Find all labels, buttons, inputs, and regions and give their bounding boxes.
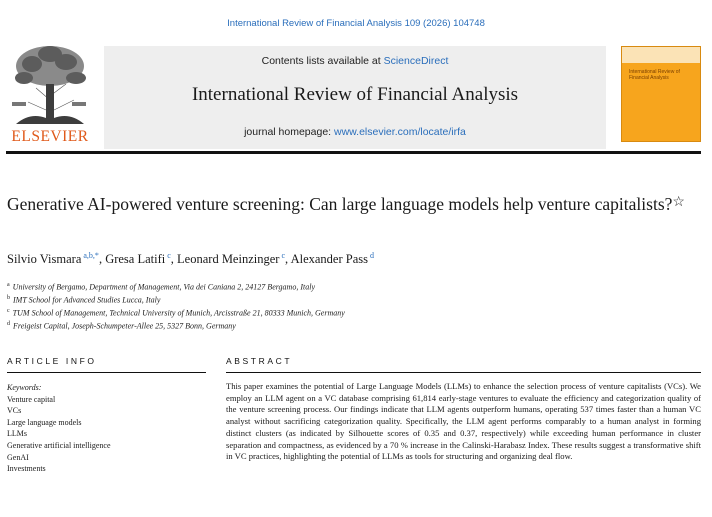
title-footnote-mark[interactable]: ☆ bbox=[672, 195, 685, 210]
affiliation-text: IMT School for Advanced Studies Lucca, Italy bbox=[13, 295, 161, 305]
article-title bbox=[7, 192, 697, 215]
journal-citation-link[interactable]: International Review of Financial Analysis 109 (2026) 104748 bbox=[227, 18, 485, 29]
affiliation-item bbox=[7, 293, 345, 306]
affiliation-list bbox=[7, 280, 345, 333]
author-list bbox=[7, 251, 374, 267]
author-affiliation-mark[interactable]: a,b,* bbox=[83, 251, 99, 260]
author-name[interactable]: Gresa Latifi bbox=[105, 252, 166, 267]
author-affiliation-mark[interactable]: d bbox=[369, 251, 374, 260]
affiliation-item bbox=[7, 319, 345, 332]
author-affiliation-mark[interactable]: c bbox=[167, 251, 171, 260]
article-title-text: Generative AI-powered venture screening: Can large language models help venture capitalists? bbox=[7, 194, 673, 214]
abstract-text: This paper examines the potential of Large Language Models (LLMs) to enhance the selection process of venture capitalists (VCs). We employ an LLM agent on a VC database comprising 61,814 early-stage ventures to evaluate the efficiency and categorization quality of the venture screening process. Our findings indicate that LLM agents outperform humans, operating 537 times faster than a human VC analyst without sacrificing categorization quality. Specifically, the LLM agent performs comparably to a human analyst in forming distinct clusters (as indicated by Silhouette scores of 0.35 and 0.37, respectively) while exceeding human performance in cluster separation and compactness, as evidenced by a 70 % increase in the Calinski-Harabasz Index. These results suggest a transformative shift in VC practices, highlighting the potential of LLMs as tools for structuring and organizing deal flow. bbox=[226, 381, 701, 462]
abstract-heading: ABSTRACT bbox=[226, 356, 293, 366]
cover-title: International Review of Financial Analysis bbox=[629, 69, 680, 81]
keyword-item: Large language models bbox=[7, 417, 82, 427]
affiliation-mark: a bbox=[7, 282, 10, 288]
affiliation-item bbox=[7, 280, 345, 293]
journal-cover-thumbnail[interactable] bbox=[621, 46, 701, 142]
affiliation-item bbox=[7, 306, 345, 319]
contents-prefix: Contents lists available at bbox=[261, 55, 384, 67]
homepage-line bbox=[104, 126, 606, 138]
affiliation-mark: b bbox=[7, 295, 10, 302]
author-separator: , bbox=[170, 252, 178, 267]
keyword-item: GenAI bbox=[7, 452, 29, 462]
affiliation-mark: c bbox=[7, 308, 10, 315]
keyword-item: Investments bbox=[7, 464, 46, 474]
journal-homepage-link[interactable]: www.elsevier.com/locate/irfa bbox=[334, 126, 466, 138]
author-name[interactable]: Alexander Pass bbox=[290, 252, 368, 267]
article-info-heading: ARTICLE INFO bbox=[7, 356, 97, 366]
homepage-prefix: journal homepage: bbox=[244, 126, 334, 138]
affiliation-mark: d bbox=[7, 321, 10, 328]
elsevier-logo[interactable] bbox=[6, 40, 94, 148]
journal-masthead bbox=[104, 46, 606, 149]
article-info-divider bbox=[7, 372, 206, 373]
sciencedirect-link[interactable]: ScienceDirect bbox=[383, 55, 449, 67]
header-divider bbox=[6, 151, 701, 154]
author-separator: , bbox=[98, 252, 106, 267]
elsevier-wordmark: ELSEVIER bbox=[11, 128, 89, 145]
affiliation-text: University of Bergamo, Department of Management, Via dei Caniana 2, 24127 Bergamo, Italy bbox=[12, 282, 315, 292]
cover-header-band bbox=[622, 47, 700, 63]
author-separator: , bbox=[285, 252, 291, 267]
keyword-item: VCs bbox=[7, 406, 22, 416]
author-name[interactable]: Leonard Meinzinger bbox=[177, 252, 280, 267]
keyword-item: Generative artificial intelligence bbox=[7, 440, 111, 450]
keywords-list bbox=[7, 382, 111, 475]
keyword-item: Venture capital bbox=[7, 394, 56, 404]
abstract-divider bbox=[226, 372, 701, 373]
elsevier-tree-icon bbox=[6, 40, 94, 126]
author-affiliation-mark[interactable]: c bbox=[281, 251, 285, 260]
keywords-label: Keywords: bbox=[7, 383, 42, 392]
keyword-item: LLMs bbox=[7, 429, 27, 439]
affiliation-text: TUM School of Management, Technical University of Munich, Arcisstraße 21, 80333 Munich, Germany bbox=[12, 308, 345, 318]
author-name[interactable]: Silvio Vismara bbox=[7, 252, 82, 267]
contents-line bbox=[104, 55, 606, 67]
affiliation-text: Freigeist Capital, Joseph-Schumpeter-Allee 25, 5327 Bonn, Germany bbox=[13, 322, 236, 332]
journal-title: International Review of Financial Analysis bbox=[191, 84, 519, 105]
